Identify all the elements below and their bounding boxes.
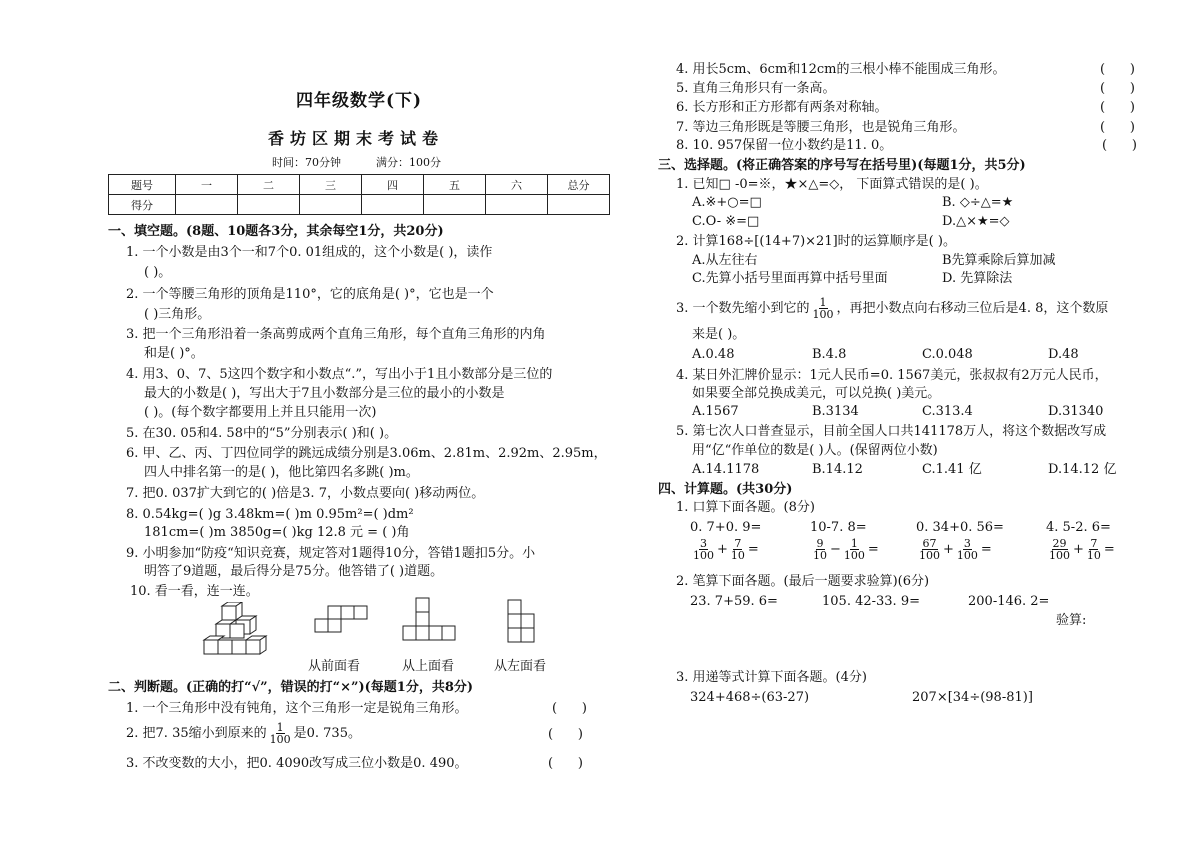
- score-table-score-row: [109, 195, 610, 215]
- s3-q4-option-b: B.3134: [812, 404, 859, 419]
- s3-q2-option-b: B先算乘除后算加减: [942, 253, 1056, 268]
- fraction-numerator: 1: [276, 721, 284, 734]
- s3-q1-option-d: D.△×★=◇: [942, 214, 1010, 229]
- s2-q2-post: 是0. 735。: [293, 725, 361, 741]
- fraction: [730, 538, 746, 561]
- fraction-denominator: 100: [812, 308, 834, 321]
- fraction-denominator: 100: [693, 549, 714, 562]
- equals: =: [747, 541, 759, 557]
- fraction-denominator: 100: [1049, 549, 1070, 562]
- score-cell: 总分: [548, 175, 610, 195]
- fraction-denominator: 10: [1086, 549, 1101, 562]
- answer-bracket[interactable]: ( ): [1100, 62, 1135, 77]
- s1-q4-line2: 最大的小数是( )，写出大于7且小数部分是三位的最小的小数是: [144, 386, 505, 401]
- fraction: [843, 538, 866, 561]
- s4-frac-calc: [916, 538, 992, 561]
- section1-heading: 一、填空题。(8题、10题各3分，其余每空1分，共20分): [108, 224, 444, 239]
- s3-q3-option-b: B.4.8: [812, 347, 847, 362]
- s2-q4: 4. 用长5cm、6cm和12cm的三根小棒不能围成三角形。: [676, 62, 1006, 77]
- fraction-numerator: 1: [819, 296, 827, 309]
- s3-q5-option-d: D.14.12 亿: [1048, 462, 1117, 477]
- exam-subtitle: 香坊区期末考试卷: [268, 129, 445, 148]
- s3-q2: 2. 计算168÷[(14+7)×21]时的运算顺序是( )。: [676, 234, 956, 249]
- s2-q3: 3. 不改变数的大小，把0. 4090改写成三位小数是0. 490。: [126, 756, 468, 771]
- s3-q3-pre: 3. 一个数先缩小到它的: [676, 300, 810, 316]
- top-view-figure: [402, 596, 460, 644]
- s3-q5-option-c: C.1.41 亿: [922, 462, 982, 477]
- s3-q3: [676, 297, 1108, 320]
- fraction-numerator: 9: [816, 537, 824, 550]
- s2-q8: 8. 10. 957保留一位小数约是11. 0。: [676, 138, 893, 153]
- fraction: [1048, 538, 1071, 561]
- score-table-header-row: [109, 175, 610, 195]
- score-input-cell[interactable]: [238, 195, 300, 215]
- equals: =: [1103, 541, 1115, 557]
- s1-q5: 5. 在30. 05和4. 58中的“5”分别表示( )和( )。: [126, 426, 398, 441]
- s4-frac-calc: [810, 538, 879, 561]
- exam-score: 满分：100分: [376, 156, 441, 169]
- s1-q3-line1: 3. 把一个三角形沿着一条高剪成两个直角三角形，每个直角三角形的内角: [126, 327, 546, 342]
- s2-q5: 5. 直角三角形只有一条高。: [676, 81, 836, 96]
- fraction-denominator: 100: [269, 733, 291, 746]
- s3-q4-option-a: A.1567: [692, 404, 739, 419]
- left-view-figure: [506, 598, 538, 644]
- fraction-numerator: 3: [700, 537, 707, 550]
- s3-q3-post: ，再把小数点向右移动三位后是4. 8，这个数原: [836, 300, 1109, 316]
- s3-q2-option-d: D. 先算除法: [942, 271, 1013, 286]
- operator: +: [717, 541, 728, 557]
- s1-q1-line2: ( )。: [144, 265, 172, 280]
- s3-q3-line2: 来是( )。: [692, 327, 746, 342]
- answer-bracket[interactable]: ( ): [1100, 81, 1135, 96]
- s4-stepwise-calc: 324+468÷(63-27): [690, 690, 810, 705]
- answer-bracket[interactable]: ( ): [548, 727, 583, 742]
- fraction: [1086, 538, 1102, 561]
- score-input-cell[interactable]: [300, 195, 362, 215]
- cube-solid-figure: [200, 602, 280, 660]
- answer-bracket[interactable]: ( ): [1102, 138, 1137, 153]
- exam-title: 四年级数学(下): [296, 91, 423, 111]
- fraction-numerator: 7: [734, 537, 742, 550]
- front-view-figure: [314, 604, 370, 640]
- s4-written-calc: 200-146. 2=: [968, 594, 1050, 609]
- s4-frac-calc: [1046, 538, 1115, 561]
- s1-q8-line2: 181cm=( )m 3850g=( )kg 12.8 元 = ( )角: [144, 525, 410, 540]
- section3-heading: 三、选择题。(将正确答案的序号写在括号里)(每题1分，共5分): [658, 158, 1026, 173]
- fraction-denominator: 100: [956, 549, 978, 562]
- s3-q1: 1. 已知□ -0=※，★×△=◇， 下面算式错误的是( )。: [676, 177, 988, 192]
- score-cell: 题号: [109, 175, 176, 195]
- score-cell: 五: [424, 175, 486, 195]
- fraction-numerator: 7: [1090, 537, 1098, 550]
- score-table: [108, 174, 610, 215]
- s1-q4-line3: ( )。(每个数字都要用上并且只能用一次): [144, 405, 377, 420]
- score-cell: 四: [362, 175, 424, 195]
- s4-calc: 4. 5-2. 6=: [1046, 520, 1111, 535]
- s1-q7: 7. 把0. 037扩大到它的( )倍是3. 7，小数点要向( )移动两位。: [126, 486, 485, 501]
- equals: =: [980, 541, 992, 557]
- s4-sub3: 3. 用递等式计算下面各题。(4分): [676, 670, 867, 685]
- score-input-cell[interactable]: [548, 195, 610, 215]
- section2-heading: 二、判断题。(正确的打“√”，错误的打“×”)(每题1分，共8分): [108, 680, 474, 695]
- score-cell: 得分: [109, 195, 176, 215]
- fraction-numerator: 29: [1052, 537, 1067, 550]
- equals: =: [867, 541, 879, 557]
- operator: −: [830, 541, 841, 557]
- s3-q4-line2: 如果要全部兑换成美元，可以兑换( )美元。: [692, 386, 941, 401]
- s4-written-calc: 105. 42-33. 9=: [822, 594, 920, 609]
- fraction: [812, 297, 835, 320]
- fraction-denominator: 10: [813, 549, 827, 562]
- fraction-denominator: 100: [843, 549, 865, 562]
- score-input-cell[interactable]: [176, 195, 238, 215]
- answer-bracket[interactable]: ( ): [1100, 120, 1135, 135]
- view-label-left: 从左面看: [494, 659, 547, 674]
- s2-q2: [126, 722, 361, 745]
- s4-written-calc: 23. 7+59. 6=: [690, 594, 778, 609]
- s3-q1-option-c: C.O- ※=□: [692, 214, 760, 229]
- fraction: [956, 538, 979, 561]
- s3-q2-option-a: A.从左往右: [692, 253, 758, 268]
- s4-calc: 0. 7+0. 9=: [690, 520, 762, 535]
- score-input-cell[interactable]: [424, 195, 486, 215]
- s3-q2-option-c: C.先算小括号里面再算中括号里面: [692, 271, 888, 286]
- s3-q5-option-a: A.14.1178: [692, 462, 760, 477]
- fraction-numerator: 1: [850, 537, 858, 550]
- exam-time: 时间：70分钟: [272, 156, 341, 169]
- s1-q2-line2: ( )三角形。: [144, 307, 211, 322]
- s2-q2-pre: 2. 把7. 35缩小到原来的: [126, 725, 267, 741]
- answer-bracket[interactable]: ( ): [1100, 100, 1135, 115]
- s2-q1: 1. 一个三角形中没有钝角，这个三角形一定是锐角三角形。: [126, 701, 468, 716]
- fraction-numerator: 67: [922, 537, 937, 550]
- score-input-cell[interactable]: [362, 195, 424, 215]
- fraction: [918, 538, 941, 561]
- s3-q3-option-c: C.0.048: [922, 347, 973, 362]
- s1-q6-line2: 四人中排名第一的是( )，他比第四名多跳( )m。: [144, 465, 419, 480]
- s3-q5-line1: 5. 第七次人口普查显示，目前全国人口共141178万人，将这个数据改写成: [676, 424, 1107, 439]
- operator: +: [1073, 541, 1084, 557]
- fraction: [812, 538, 828, 561]
- score-cell: 二: [238, 175, 300, 195]
- s1-q3-line2: 和是( )°。: [144, 346, 204, 361]
- s4-stepwise-calc: 207×[34÷(98-81)]: [912, 690, 1033, 705]
- fraction-denominator: 100: [919, 549, 940, 562]
- score-cell: 三: [300, 175, 362, 195]
- answer-bracket[interactable]: ( ): [552, 701, 587, 716]
- s4-calc: 10-7. 8=: [810, 520, 867, 535]
- fraction: [692, 538, 715, 561]
- s3-q5-line2: 用“亿“作单位的数是( )人。(保留两位小数): [692, 443, 938, 458]
- score-cell: 一: [176, 175, 238, 195]
- s3-q1-option-a: A.※+○=□: [692, 195, 762, 210]
- s3-q3-option-d: D.48: [1048, 347, 1079, 362]
- s4-frac-calc: [690, 538, 759, 561]
- s3-q3-option-a: A.0.48: [692, 347, 735, 362]
- s2-q7: 7. 等边三角形既是等腰三角形，也是锐角三角形。: [676, 120, 966, 135]
- score-cell: 六: [486, 175, 548, 195]
- s4-check-label: 验算:: [1056, 613, 1087, 628]
- s1-q6-line1: 6. 甲、乙、丙、丁四位同学的跳远成绩分别是3.06m、2.81m、2.92m、2.95m，: [126, 446, 607, 461]
- s2-q6: 6. 长方形和正方形都有两条对称轴。: [676, 100, 888, 115]
- s1-q4-line1: 4. 用3、0、7、5这四个数字和小数点“.”，写出小于1且小数部分是三位的: [126, 367, 553, 382]
- s4-calc: 0. 34+0. 56=: [916, 520, 1004, 535]
- s1-q8-line1: 8. 0.54kg=( )g 3.48km=( )m 0.95m²=( )dm²: [126, 507, 414, 522]
- s3-q1-option-b: B. ◇÷△=★: [942, 195, 1014, 210]
- s3-q4-option-c: C.313.4: [922, 404, 973, 419]
- s4-sub1: 1. 口算下面各题。(8分): [676, 500, 815, 515]
- s3-q5-option-b: B.14.12: [812, 462, 863, 477]
- operator: +: [943, 541, 954, 557]
- s1-q10: 10. 看一看，连一连。: [130, 584, 259, 599]
- answer-bracket[interactable]: ( ): [548, 756, 583, 771]
- fraction: [269, 722, 292, 745]
- fraction-denominator: 10: [730, 549, 745, 562]
- s1-q9-line1: 9. 小明参加“防疫“知识竞赛，规定答对1题得10分，答错1题扣5分。小: [126, 546, 536, 561]
- s1-q9-line2: 明答了9道题，最后得分是75分。他答错了( )道题。: [144, 564, 444, 579]
- fraction-numerator: 3: [963, 537, 971, 550]
- s1-q1-line1: 1. 一个小数是由3个一和7个0. 01组成的，这个小数是( )，读作: [126, 245, 493, 260]
- s3-q4-line1: 4. 某日外汇牌价显示：1元人民币=0. 1567美元，张叔叔有2万元人民币，: [676, 368, 1108, 383]
- view-label-top: 从上面看: [402, 659, 455, 674]
- section4-heading: 四、计算题。(共30分): [658, 482, 793, 497]
- s3-q4-option-d: D.31340: [1048, 404, 1104, 419]
- view-label-front: 从前面看: [308, 659, 361, 674]
- score-input-cell[interactable]: [486, 195, 548, 215]
- s4-sub2: 2. 笔算下面各题。(最后一题要求验算)(6分): [676, 574, 930, 589]
- s1-q2-line1: 2. 一个等腰三角形的顶角是110°，它的底角是( )°，它也是一个: [126, 287, 494, 302]
